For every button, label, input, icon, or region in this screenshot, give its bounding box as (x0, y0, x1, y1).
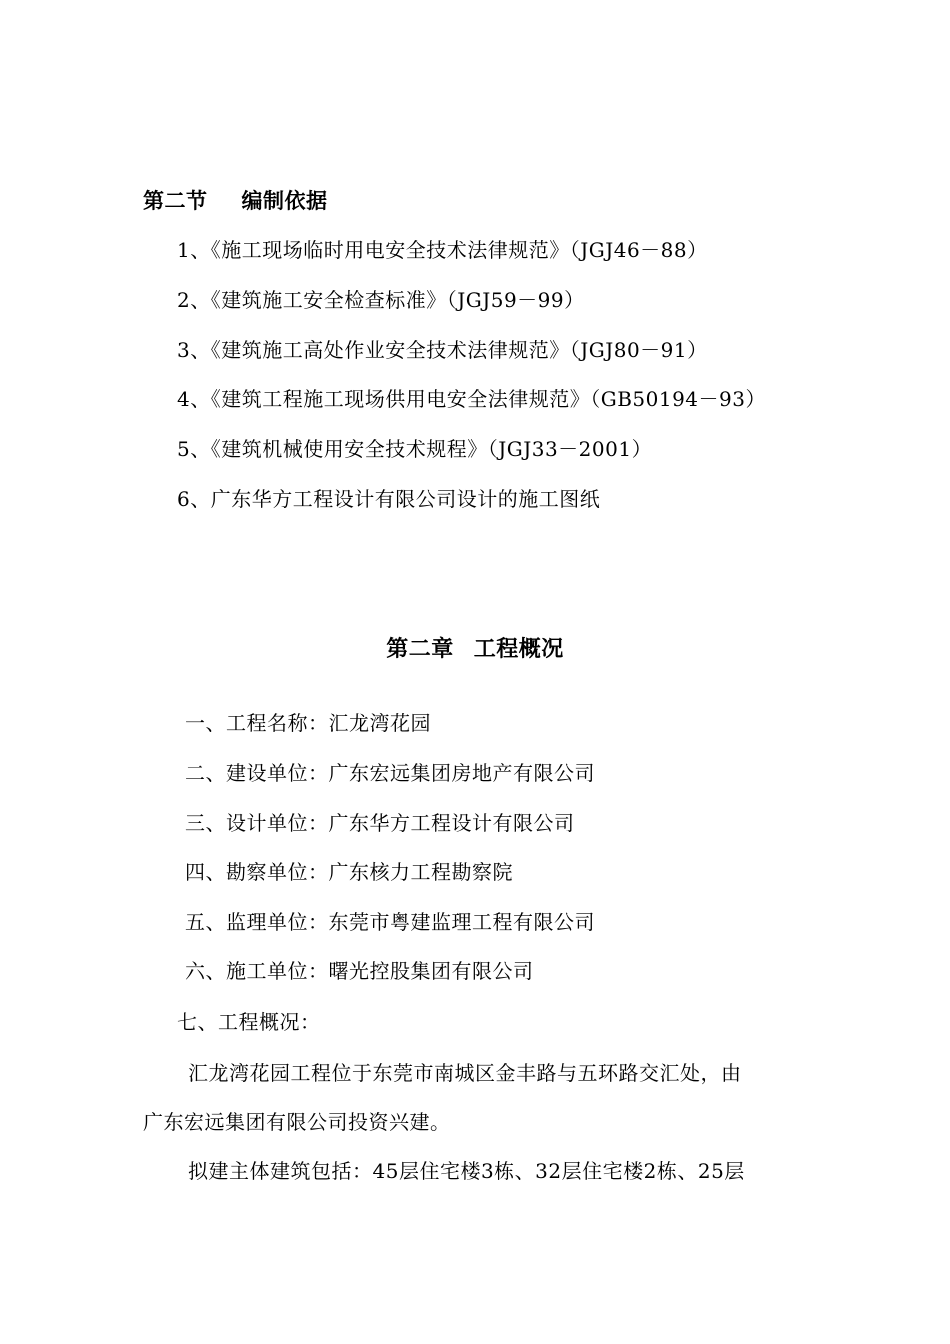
overview-item: 七、工程概况： (177, 1010, 321, 1034)
overview-item: 一、工程名称：汇龙湾花园 (185, 711, 431, 735)
paragraph-line: 拟建主体建筑包括：45层住宅楼3栋、32层住宅楼2栋、25层 (188, 1159, 745, 1183)
chapter-title (0, 636, 950, 664)
section-title: 编制依据 (241, 189, 328, 213)
basis-item: 4、《建筑工程施工现场供用电安全法律规范》（GB50194－93） (177, 387, 766, 411)
basis-item: 2、《建筑施工安全检查标准》（JGJ59－99） (177, 288, 585, 312)
section-number: 第二节 (143, 189, 208, 213)
overview-item: 四、勘察单位：广东核力工程勘察院 (185, 860, 513, 884)
overview-item: 二、建设单位：广东宏远集团房地产有限公司 (185, 761, 595, 785)
basis-item: 5、《建筑机械使用安全技术规程》（JGJ33－2001） (177, 437, 653, 461)
basis-item: 6、广东华方工程设计有限公司设计的施工图纸 (177, 487, 601, 511)
section-heading (143, 187, 328, 215)
paragraph-line: 汇龙湾花园工程位于东莞市南城区金丰路与五环路交汇处，由 (188, 1061, 742, 1085)
basis-item: 3、《建筑施工高处作业安全技术法律规范》（JGJ80－91） (177, 338, 708, 362)
paragraph-line: 广东宏远集团有限公司投资兴建。 (143, 1110, 451, 1134)
overview-item: 五、监理单位：东莞市粤建监理工程有限公司 (185, 910, 595, 934)
overview-item: 三、设计单位：广东华方工程设计有限公司 (185, 811, 575, 835)
chapter-number: 第二章 (386, 637, 454, 662)
chapter-name: 工程概况 (473, 637, 564, 662)
basis-item: 1、《施工现场临时用电安全技术法律规范》（JGJ46－88） (177, 238, 708, 262)
overview-item: 六、施工单位：曙光控股集团有限公司 (185, 959, 534, 983)
